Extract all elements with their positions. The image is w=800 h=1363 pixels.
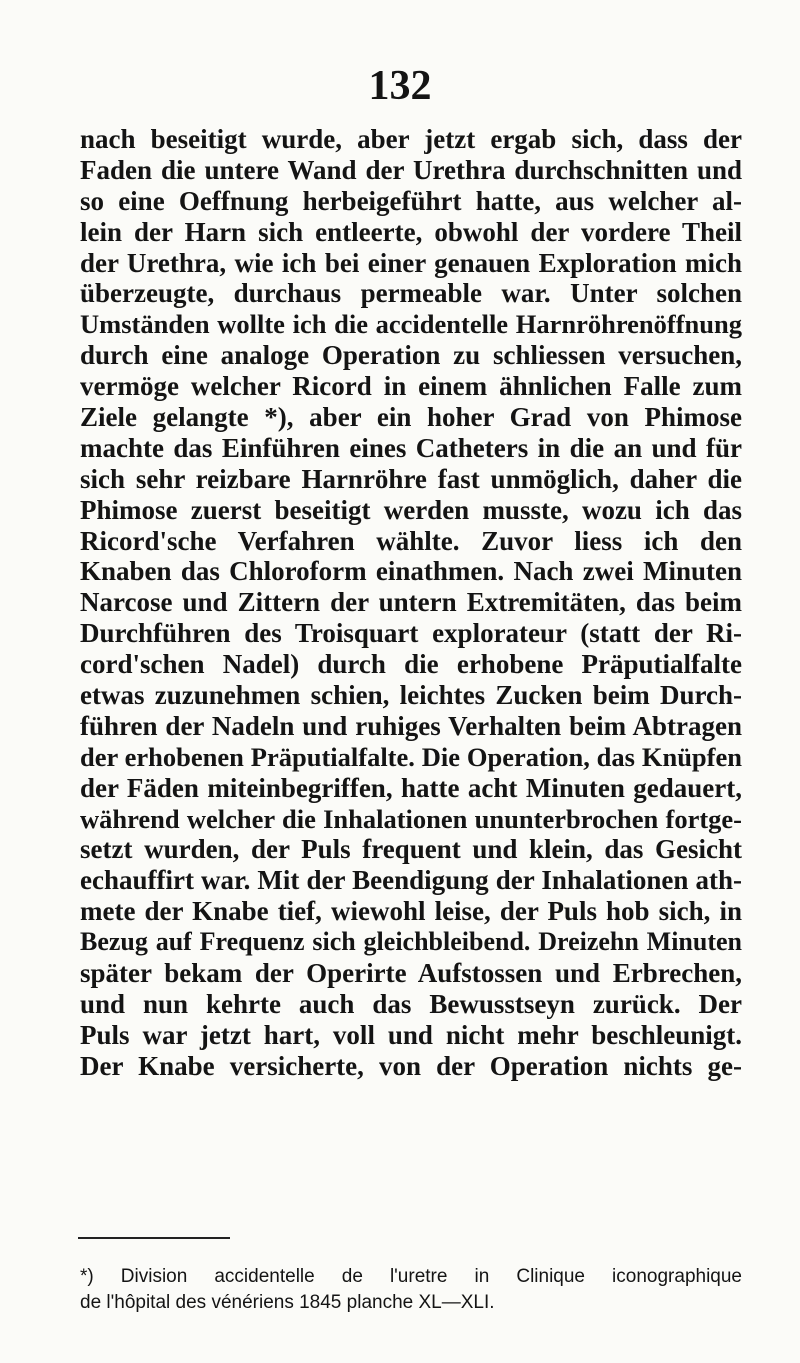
text-line: echauffirt war. Mit der Beendigung der Inhalationen ath- bbox=[80, 865, 742, 896]
text-line: Umständen wollte ich die accidentelle Harnröhrenöffnung bbox=[80, 309, 742, 340]
text-line: mete der Knabe tief, wiewohl leise, der Puls hob sich, in bbox=[80, 896, 742, 927]
text-line: durch eine analoge Operation zu schliessen versuchen, bbox=[80, 340, 742, 371]
text-line: Puls war jetzt hart, voll und nicht mehr beschleunigt. bbox=[80, 1019, 742, 1050]
page-number: 132 bbox=[368, 63, 432, 109]
text-line: Phimose zuerst beseitigt werden musste, wozu ich das bbox=[80, 494, 742, 525]
text-line: später bekam der Operirte Aufstossen und Erbrechen, bbox=[80, 958, 742, 989]
text-line: Narcose und Zittern der untern Extremitäten, das beim bbox=[80, 587, 742, 618]
text-line: nach beseitigt wurde, aber jetzt ergab sich, dass der bbox=[80, 124, 742, 154]
text-line: Ziele gelangte *), aber ein hoher Grad von Phimose bbox=[80, 402, 742, 433]
text-line: sich sehr reizbare Harnröhre fast unmöglich, daher die bbox=[80, 463, 742, 494]
text-line: so eine Oeffnung herbeigeführt hatte, aus welcher al- bbox=[80, 185, 742, 216]
footnote bbox=[80, 1264, 742, 1316]
text-line: der Urethra, wie ich bei einer genauen Exploration mich bbox=[80, 247, 742, 278]
text-line: Knaben das Chloroform einathmen. Nach zwei Minuten bbox=[80, 556, 742, 587]
text-line: führen der Nadeln und ruhiges Verhalten beim Abtragen bbox=[80, 710, 742, 741]
text-line: Faden die untere Wand der Urethra durchschnitten und bbox=[80, 154, 742, 185]
text-line: lein der Harn sich entleerte, obwohl der vordere Theil bbox=[80, 216, 742, 247]
text-line: und nun kehrte auch das Bewusstseyn zurück. Der bbox=[80, 988, 742, 1019]
text-line: vermöge welcher Ricord in einem ähnlichen Falle zum bbox=[80, 371, 742, 402]
text-line: etwas zuzunehmen schien, leichtes Zucken beim Durch- bbox=[80, 680, 742, 711]
text-line: Bezug auf Frequenz sich gleichbleibend. Dreizehn Minuten bbox=[80, 927, 742, 957]
text-line: cord'schen Nadel) durch die erhobene Präputialfalte bbox=[80, 649, 742, 680]
text-line: während welcher die Inhalationen ununterbrochen fortge- bbox=[80, 803, 742, 834]
footnote-line: *) Division accidentelle de l'uretre in Clinique iconographique bbox=[80, 1266, 742, 1287]
text-line: setzt wurden, der Puls frequent und klein, das Gesicht bbox=[80, 834, 742, 865]
text-line: machte das Einführen eines Catheters in die an und für bbox=[80, 432, 742, 463]
text-line: der erhobenen Präputialfalte. Die Operation, das Knüpfen bbox=[80, 741, 742, 772]
text-line: Durchführen des Troisquart explorateur (statt der Ri- bbox=[80, 618, 742, 649]
footnote-line: de l'hôpital des vénériens 1845 planche XL—XLI. bbox=[80, 1292, 495, 1313]
text-line: der Fäden miteinbegriffen, hatte acht Minuten gedauert, bbox=[80, 772, 742, 803]
text-line: überzeugte, durchaus permeable war. Unter solchen bbox=[80, 278, 742, 309]
body-text bbox=[80, 124, 742, 1082]
text-line: Ricord'sche Verfahren wählte. Zuvor liess ich den bbox=[80, 525, 742, 556]
footnote-divider bbox=[78, 1237, 230, 1239]
text-line: Der Knabe versicherte, von der Operation nichts ge- bbox=[80, 1050, 742, 1081]
